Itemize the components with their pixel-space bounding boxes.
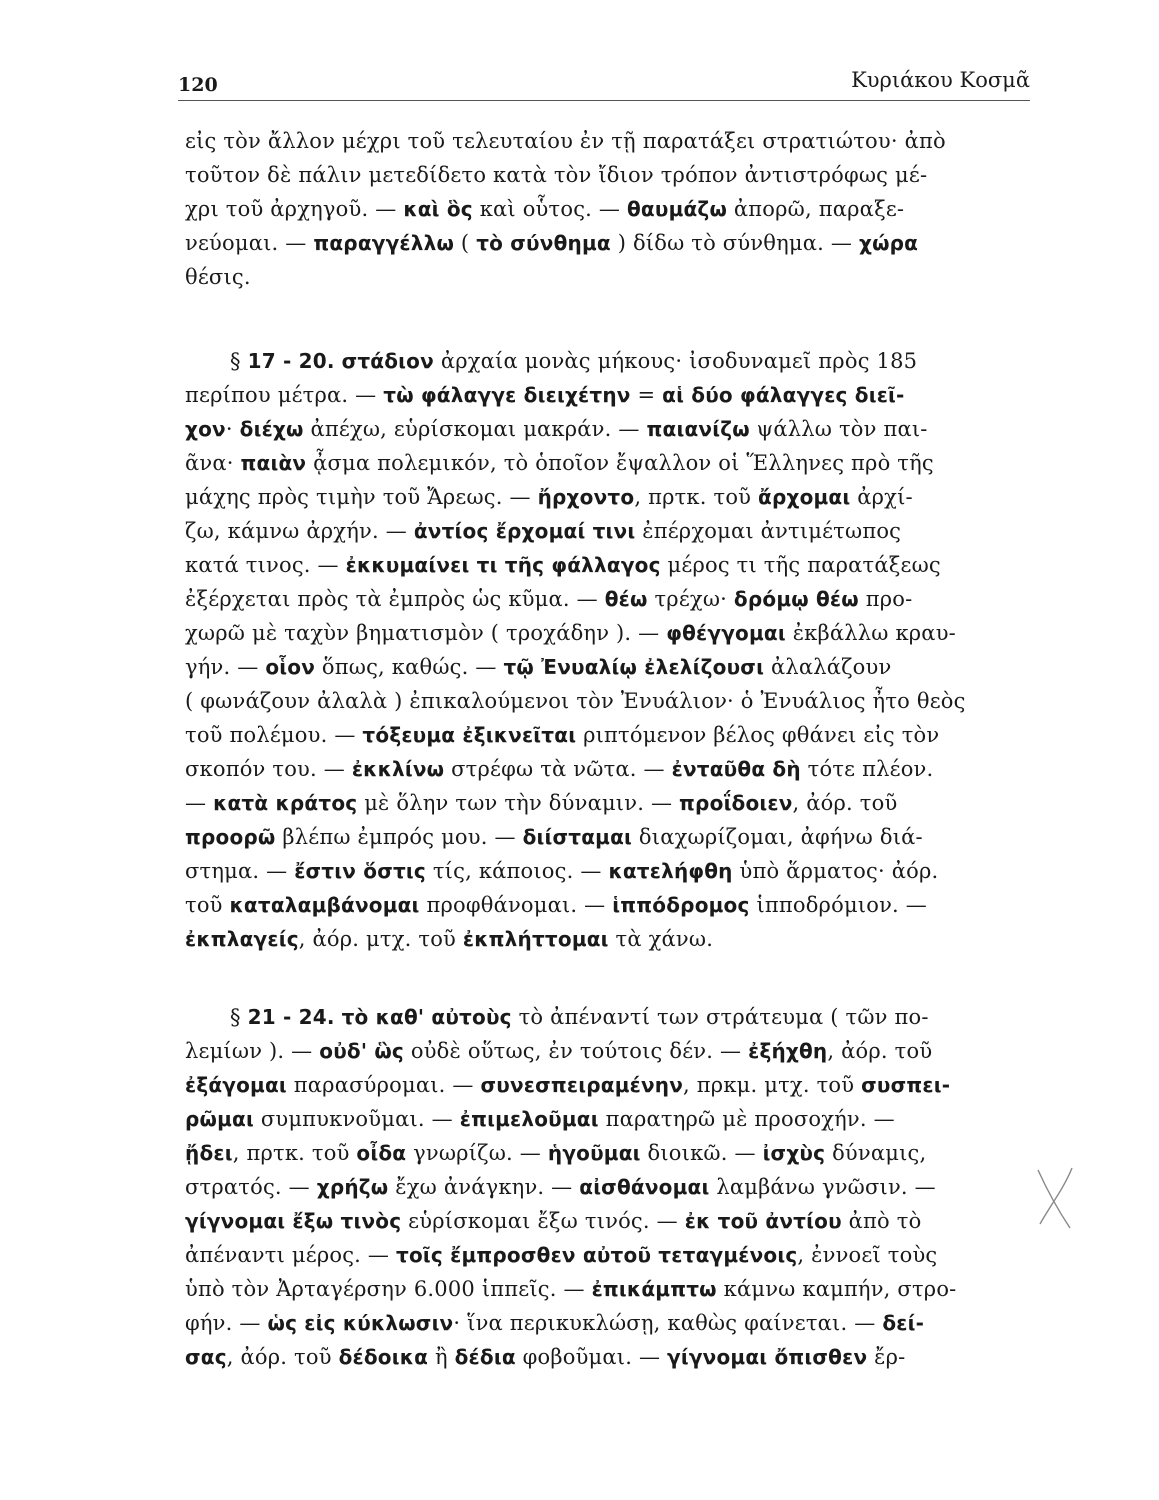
gloss-text: καὶ οὗτος. — (472, 197, 627, 221)
lemma-term: αἰσθάνομαι (579, 1175, 710, 1199)
lemma-term: ἐκ τοῦ ἀντίου (684, 1209, 842, 1233)
lemma-term: ἐκκλίνω (351, 757, 445, 781)
gloss-text: τὰ χάνω. (608, 927, 714, 951)
gloss-text: , ἀόρ. τοῦ (827, 1039, 933, 1063)
gloss-text: § (230, 1005, 248, 1029)
gloss-text: ᾶνα· (185, 451, 241, 475)
lemma-term: γίγνομαι ἔξω τινὸς (185, 1209, 402, 1233)
gloss-text: χωρῶ μὲ ταχὺν βηματισμὸν ( τροχάδην ). — (185, 621, 667, 645)
gloss-text: , πρκμ. μτχ. τοῦ (683, 1073, 862, 1097)
gloss-text: φήν. — (185, 1311, 268, 1335)
lemma-term: διίσταμαι (522, 825, 633, 849)
gloss-text: ἀρχί- (850, 485, 913, 509)
lemma-term: ἡγοῦμαι (547, 1141, 641, 1165)
gloss-text: γνωρίζω. — (406, 1141, 548, 1165)
text-line (185, 616, 1035, 650)
text-line (185, 1170, 1035, 1204)
gloss-text: δύναμις, (825, 1141, 927, 1165)
gloss-text (335, 1005, 342, 1029)
lemma-term: ᾔδει (185, 1141, 233, 1165)
gloss-text: λεμίων ). — (185, 1039, 320, 1063)
gloss-text: , ἐννοεῖ τοὺς (797, 1243, 938, 1267)
gloss-text: ἐξέρχεται πρὸς τὰ ἐμπρὸς ὡς κῦμα. — (185, 587, 605, 611)
text-line (185, 158, 1035, 192)
text-line (185, 1272, 1035, 1306)
lemma-term: ρῶμαι (185, 1107, 254, 1131)
text-line (185, 684, 1035, 718)
lemma-term: 17 - 20. (247, 349, 335, 373)
text-line (185, 344, 1035, 378)
paragraph-section-21-24 (185, 1000, 1035, 1374)
gloss-text: συμπυκνοῦμαι. — (253, 1107, 460, 1131)
gloss-text: ) δίδω τὸ σύνθημα. — (610, 231, 859, 255)
lemma-term: δεί- (882, 1311, 925, 1335)
text-line (185, 1238, 1035, 1272)
gloss-text: ὑπὸ τὸν Ἀρταγέρσην 6.000 ἱππεῖς. — (185, 1277, 592, 1301)
lemma-term: διέχω (239, 417, 304, 441)
gloss-text: κάμνω καμπήν, στρο- (716, 1277, 957, 1301)
pencil-cross-mark (1030, 1162, 1078, 1232)
lemma-term: ἐξήχθη (748, 1039, 828, 1063)
gloss-text: στρατός. — (185, 1175, 317, 1199)
gloss-text: λαμβάνω γνῶσιν. — (709, 1175, 936, 1199)
lemma-term: ἐκπλαγείς (185, 927, 299, 951)
gloss-text (335, 349, 342, 373)
lemma-term: τόξευμα ἐξικνεῖται (362, 723, 577, 747)
lemma-term: τὸ καθ' αὐτοὺς (341, 1005, 512, 1029)
text-line (185, 260, 1035, 294)
lemma-term: ἐξάγομαι (185, 1073, 287, 1097)
lemma-term: ἐκπλήττομαι (462, 927, 609, 951)
gloss-text: προφθάνομαι. — (419, 893, 613, 917)
gloss-text: ἀλαλάζουν (764, 655, 892, 679)
text-line (185, 412, 1035, 446)
lemma-term: οἶδα (356, 1141, 407, 1165)
lemma-term: δρόμῳ θέω (733, 587, 859, 611)
gloss-text: τοῦ πολέμου. — (185, 723, 363, 747)
text-line (185, 1068, 1035, 1102)
gloss-text: ( φωνάζουν ἀλαλὰ ) ἐπικαλούμενοι τὸν Ἐνυάλιον· ὁ Ἐνυάλιος ἦτο θεὸς (185, 689, 966, 713)
gloss-text: τοῦ (185, 893, 230, 917)
page-number: 120 (178, 74, 218, 96)
lemma-term: τοῖς ἔμπροσθεν αὐτοῦ τεταγμένοις (396, 1243, 798, 1267)
lemma-term: ἰσχὺς (762, 1141, 826, 1165)
gloss-text: ἀπέχω, εὑρίσκομαι μακράν. — (303, 417, 647, 441)
gloss-text: γήν. — (185, 655, 266, 679)
gloss-text: ἀρχαία μονὰς μήκους· ἰσοδυναμεῖ πρὸς 185 (433, 349, 918, 373)
lemma-term: τὼ φάλαγγε διειχέτην (383, 383, 631, 407)
paragraph-continuation (185, 124, 1035, 294)
gloss-text: εὑρίσκομαι ἔξω τινός. — (401, 1209, 685, 1233)
lemma-term: φθέγγομαι (666, 621, 786, 645)
lemma-term: δέδοικα (338, 1345, 429, 1369)
lemma-term: τὸ σύνθημα (476, 231, 611, 255)
text-line (185, 820, 1035, 854)
text-line (185, 1102, 1035, 1136)
text-line (185, 480, 1035, 514)
text-line (185, 514, 1035, 548)
gloss-text: § (230, 349, 248, 373)
text-line (185, 124, 1035, 158)
lemma-term: οὐδ' ὣς (319, 1039, 404, 1063)
gloss-text: χρι τοῦ ἀρχηγοῦ. — (185, 197, 404, 221)
gloss-text: τίς, κάποιος. — (425, 859, 609, 883)
gloss-text: διοικῶ. — (640, 1141, 763, 1165)
gloss-text: ἔχω ἀνάγκην. — (388, 1175, 580, 1199)
running-head: Κυριάκου Κοσμᾶ (851, 68, 1030, 92)
lemma-term: θαυμάζω (626, 197, 728, 221)
lemma-term: ἔστιν ὅστις (294, 859, 426, 883)
gloss-text: περίπου μέτρα. — (185, 383, 384, 407)
gloss-text: μάχης πρὸς τιμὴν τοῦ Ἄρεως. — (185, 485, 538, 509)
lemma-term: στάδιον (341, 349, 434, 373)
lemma-term: κατελήφθη (608, 859, 733, 883)
text-line (185, 1306, 1035, 1340)
gloss-text: τοῦτον δὲ πάλιν μετεδίδετο κατὰ τὸν ἴδιον τρόπον ἀντιστρόφως μέ- (185, 163, 928, 187)
lemma-term: ἤρχοντο (537, 485, 635, 509)
text-line (185, 378, 1035, 412)
lemma-term: προΐδοιεν (679, 791, 793, 815)
gloss-text: στρέφω τὰ νῶτα. — (444, 757, 672, 781)
gloss-text: ὑπὸ ἅρματος· ἀόρ. (732, 859, 939, 883)
gloss-text: τότε πλέον. (800, 757, 934, 781)
text-line (185, 854, 1035, 888)
gloss-text: ψάλλω τὸν παι- (749, 417, 928, 441)
lemma-term: ὡς εἰς κύκλωσιν (267, 1311, 454, 1335)
lemma-term: χρήζω (316, 1175, 389, 1199)
gloss-text: παρατηρῶ μὲ προσοχήν. — (598, 1107, 895, 1131)
lemma-term: τῷ Ἐνυαλίῳ ἐλελίζουσι (503, 655, 765, 679)
gloss-text: , ἀόρ. μτχ. τοῦ (298, 927, 463, 951)
lemma-term: συνεσπειραμένην (480, 1073, 684, 1097)
lemma-term: ἐνταῦθα δὴ (671, 757, 801, 781)
lemma-term: καταλαμβάνομαι (229, 893, 420, 917)
gloss-text: ἔρ- (867, 1345, 906, 1369)
gloss-text: — (185, 791, 214, 815)
text-line (185, 1000, 1035, 1034)
text-line (185, 888, 1035, 922)
gloss-text: ἐκβάλλω κραυ- (785, 621, 956, 645)
gloss-text: μὲ ὅλην των τὴν δύναμιν. — (357, 791, 680, 815)
lemma-term: παιανίζω (646, 417, 750, 441)
gloss-text: ἐπέρχομαι ἀντιμέτωπος (635, 519, 902, 543)
text-line (185, 548, 1035, 582)
lemma-term: καὶ ὃς (403, 197, 473, 221)
gloss-text: μέρος τι τῆς παρατάξεως (660, 553, 941, 577)
gloss-text: = (630, 383, 663, 407)
text-line (185, 786, 1035, 820)
text-line (185, 1136, 1035, 1170)
lemma-term: κατὰ κράτος (213, 791, 358, 815)
gloss-text: προ- (858, 587, 913, 611)
lemma-term: ἄρχομαι (758, 485, 851, 509)
gloss-text: , ἀόρ. τοῦ (226, 1345, 339, 1369)
paragraph-section-17-20 (185, 344, 1035, 956)
gloss-text: τρέχω· (647, 587, 734, 611)
lemma-term: οἷον (265, 655, 316, 679)
gloss-text: , ἀόρ. τοῦ (792, 791, 898, 815)
gloss-text: εἰς τὸν ἄλλον μέχρι τοῦ τελευταίου ἐν τῇ παρατάξει στρατιώτου· ἀπὸ (185, 129, 946, 153)
lemma-term: ἀντίος ἔρχομαί τινι (413, 519, 636, 543)
lemma-term: 21 - 24. (247, 1005, 335, 1029)
gloss-text: κατά τινος. — (185, 553, 346, 577)
text-line (185, 922, 1035, 956)
gloss-text: θέσις. (185, 265, 251, 289)
gloss-text: ζω, κάμνω ἀρχήν. — (185, 519, 414, 543)
lemma-term: ἐκκυμαίνει τι τῆς φάλλαγος (345, 553, 661, 577)
gloss-text: βλέπω ἐμπρός μου. — (275, 825, 523, 849)
gloss-text: σκοπόν του. — (185, 757, 352, 781)
gloss-text: ἢ (428, 1345, 455, 1369)
gloss-text: οὐδὲ οὕτως, ἐν τούτοις δέν. — (403, 1039, 749, 1063)
lemma-term: ἱππόδρομος (612, 893, 750, 917)
lemma-term: χώρα (858, 231, 919, 255)
gloss-text: ἱπποδρόμιον. — (749, 893, 927, 917)
gloss-text: ἀπέναντι μέρος. — (185, 1243, 397, 1267)
text-line (185, 718, 1035, 752)
gloss-text: ὅπως, καθώς. — (315, 655, 504, 679)
gloss-text: ἀπορῶ, παραξε- (727, 197, 905, 221)
gloss-text: ριπτόμενον βέλος φθάνει εἰς τὸν (576, 723, 940, 747)
gloss-text: · (225, 417, 240, 441)
text-line (185, 650, 1035, 684)
gloss-text: τὸ ἀπέναντί των στράτευμα ( τῶν πο- (511, 1005, 929, 1029)
text-line (185, 1204, 1035, 1238)
lemma-term: συσπει- (861, 1073, 951, 1097)
gloss-text: · ἵνα περικυκλώσῃ, καθὼς φαίνεται. — (453, 1311, 883, 1335)
gloss-text: ἀπὸ τὸ (841, 1209, 922, 1233)
gloss-text: , πρτκ. τοῦ (232, 1141, 357, 1165)
text-line (185, 1034, 1035, 1068)
lemma-term: προορῶ (185, 825, 276, 849)
lemma-term: αἱ δύο φάλαγγες διεῖ- (662, 383, 905, 407)
text-line (185, 582, 1035, 616)
page-header (178, 68, 1030, 101)
gloss-text: διαχωρίζομαι, ἀφήνω διά- (632, 825, 923, 849)
gloss-text: φοβοῦμαι. — (515, 1345, 668, 1369)
gloss-text: , πρτκ. τοῦ (634, 485, 759, 509)
gloss-text: στημα. — (185, 859, 295, 883)
lemma-term: παραγγέλλω (313, 231, 455, 255)
lemma-term: δέδια (454, 1345, 516, 1369)
lemma-term: γίγνομαι ὄπισθεν (667, 1345, 868, 1369)
lemma-term: σας (185, 1345, 227, 1369)
lemma-term: θέω (604, 587, 648, 611)
text-line (185, 752, 1035, 786)
gloss-text: παρασύρομαι. — (286, 1073, 481, 1097)
lemma-term: χον (185, 417, 226, 441)
text-line (185, 1340, 1035, 1374)
lemma-term: ἐπικάμπτω (591, 1277, 717, 1301)
gloss-text: ( (454, 231, 477, 255)
lemma-term: ἐπιμελοῦμαι (459, 1107, 599, 1131)
gloss-text: νεύομαι. — (185, 231, 314, 255)
text-line (185, 226, 1035, 260)
text-line (185, 446, 1035, 480)
gloss-text: ᾆσμα πολεμικόν, τὸ ὁποῖον ἔψαλλον οἱ Ἕλληνες πρὸ τῆς (306, 451, 934, 475)
lemma-term: παιὰν (240, 451, 307, 475)
text-line (185, 192, 1035, 226)
